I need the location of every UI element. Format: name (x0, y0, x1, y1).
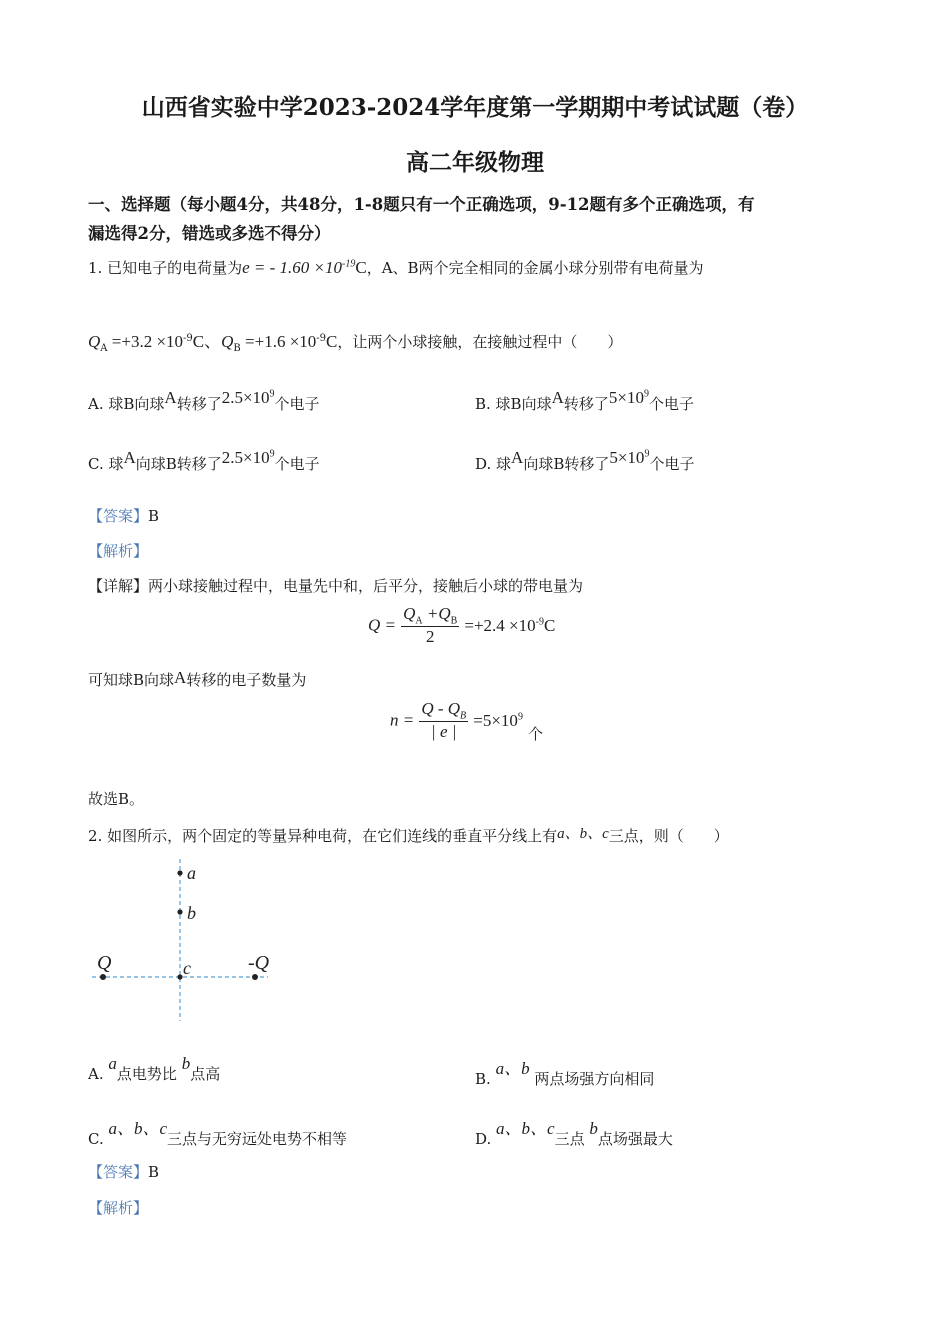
q2-stem-text: 2. 如图所示，两个固定的等量异种电荷，在它们连线的垂直平分线上有 (88, 827, 558, 845)
equation-electron-number (390, 699, 543, 744)
q1-stem-line2 (88, 327, 622, 354)
opt-text: 转移了 (563, 395, 609, 413)
q2-answer (88, 1161, 159, 1182)
q2-option-a (88, 1054, 220, 1084)
opt-var: A (164, 388, 177, 407)
e-unit: C (355, 258, 367, 277)
eq1-num-sub2: B (450, 615, 458, 627)
q1-option-b (475, 388, 694, 414)
opt-label: B. (475, 1070, 491, 1088)
eq2-exp: 9 (517, 711, 523, 723)
opt-text: 转移了 (176, 395, 222, 413)
line2-var: A (174, 668, 187, 687)
q1-detail (88, 575, 583, 596)
eq1-rhs: =+2.4 ×10 (464, 615, 536, 635)
opt-end: 点场强最大 (597, 1130, 673, 1148)
opt-num: 2.5×10 (221, 448, 270, 467)
q2-option-d (475, 1114, 673, 1149)
eq1-num-q: Q (403, 604, 416, 623)
answer-value: B (148, 1163, 160, 1181)
opt-label: B. 球B向球 (475, 395, 552, 413)
point-c (177, 974, 182, 979)
positive-charge (100, 974, 106, 980)
opt-label: A. (88, 1065, 104, 1083)
qb-exp: -9 (316, 333, 327, 344)
eq2-fraction (419, 699, 468, 742)
opt-label: C. (88, 1130, 104, 1148)
opt-var: A (551, 388, 564, 407)
q2-points: a、b、c (557, 826, 609, 842)
negative-charge (252, 974, 258, 980)
eq1-num-plus: +Q (422, 604, 451, 623)
eq1-lhs: Q = (368, 615, 396, 635)
opt-var-b: b (589, 1119, 598, 1138)
eq2-unit: 个 (528, 725, 544, 744)
q1-option-d (475, 448, 694, 474)
q2-analysis-tag: 【解析】 (88, 1199, 149, 1217)
opt-label: D. 球 (475, 455, 512, 473)
opt-text: 向球B转移了 (523, 455, 610, 473)
opt-label: C. 球 (88, 455, 124, 473)
eq1-exp: -9 (535, 616, 544, 628)
q1-transfer-line (88, 668, 306, 690)
section-heading-line2: 漏选得2分，错选或多选不得分） (88, 224, 331, 243)
label-b: b (187, 903, 196, 923)
opt-exp: 9 (269, 448, 275, 460)
point-b (177, 909, 182, 914)
e-exponent: -19 (342, 258, 356, 270)
eq1-unit: C (543, 615, 556, 635)
q1-stem-text-b: ，A、B两个完全相同的金属小球分别带有电荷量为 (366, 259, 704, 277)
opt-vars: a、b、c (496, 1119, 555, 1138)
qa-sub: A (100, 343, 108, 354)
eq1-fraction (401, 604, 459, 647)
detail-text: 两小球接触过程中，电量先中和，后平分，接触后小球的带电量为 (148, 577, 584, 595)
qa-value: =+3.2 ×10 (107, 332, 184, 351)
eq2-rhs: =5×10 (473, 710, 518, 730)
answer-tag: 【答案】 (88, 507, 149, 525)
opt-exp: 9 (643, 388, 649, 400)
page-subtitle: 高二年级物理 (406, 149, 544, 176)
eq2-den: | e | (431, 722, 457, 742)
label-c: c (183, 958, 191, 978)
answer-value: B (148, 507, 160, 525)
opt-end: 个电子 (274, 455, 320, 473)
q1-electron-charge (242, 258, 355, 277)
opt-text: 向球B转移了 (135, 455, 222, 473)
opt-label: D. (475, 1130, 492, 1148)
q1-stem-text-c: ，让两个小球接触，在接触过程中（ ） (337, 333, 623, 351)
qb-value: =+1.6 ×10 (240, 332, 317, 351)
eq2-num: Q - Q (421, 699, 461, 718)
opt-vars: a、b、c (108, 1119, 168, 1138)
q1-stem-text: 1. 已知电子的电荷量为 (88, 259, 243, 277)
line2-post: 转移的电子数量为 (186, 671, 307, 689)
opt-exp: 9 (644, 448, 650, 460)
label-a: a (187, 863, 196, 883)
eq1-den: 2 (425, 627, 435, 647)
qa-unit: C、 (192, 332, 222, 351)
qb-sub: B (233, 343, 241, 354)
label-neg-q: -Q (248, 952, 270, 974)
q2-stem (88, 822, 729, 846)
opt-var: A (511, 448, 524, 467)
opt-num: 5×10 (608, 388, 644, 407)
opt-end: 个电子 (648, 395, 694, 413)
opt-end: 三点与无穷远处电势不相等 (167, 1130, 348, 1148)
q1-option-a (88, 388, 320, 414)
opt-text: 三点 (554, 1130, 585, 1148)
line2-pre: 可知球B向球 (88, 671, 175, 689)
q1-conclusion: 故选B。 (88, 790, 145, 808)
qb-unit: C (326, 332, 338, 351)
opt-num: 5×10 (609, 448, 645, 467)
q1-answer (88, 505, 159, 526)
opt-var: A (123, 448, 136, 467)
q2-option-c (88, 1114, 347, 1149)
page-title: 山西省实验中学2023-2024学年度第一学期期中考试试题（卷） (141, 94, 809, 121)
detail-tag: 【详解】 (88, 577, 149, 595)
qa-exp: -9 (183, 333, 193, 344)
qb-symbol: Q (221, 332, 234, 351)
label-q: Q (97, 952, 112, 974)
opt-var-a: a (108, 1054, 117, 1073)
opt-text: 点电势比 (116, 1065, 177, 1083)
section-heading-line1: 一、选择题（每小题4分，共48分，1-8题只有一个正确选项，9-12题有多个正确选项，有 (88, 195, 755, 214)
qa-symbol: Q (88, 332, 101, 351)
e-value: e = - 1.60 ×10 (242, 258, 342, 277)
q1-analysis-tag: 【解析】 (88, 542, 149, 560)
equation-charge-after-contact (368, 604, 555, 647)
answer-tag: 【答案】 (88, 1163, 149, 1181)
opt-end: 个电子 (649, 455, 695, 473)
eq2-lhs: n = (390, 710, 415, 730)
opt-var-b: b (181, 1054, 191, 1073)
q2-stem-end: 三点，则（ ） (608, 827, 729, 845)
opt-exp: 9 (269, 388, 275, 400)
opt-vars: a、b (495, 1059, 530, 1078)
q1-option-c (88, 448, 320, 474)
opt-label: A. 球B向球 (88, 395, 165, 413)
opt-end: 点高 (190, 1065, 221, 1083)
opt-end: 两点场强方向相同 (534, 1070, 655, 1088)
q2-charge-figure (88, 855, 288, 1025)
q1-stem-line1 (88, 257, 704, 278)
eq2-num-sub: B (460, 710, 467, 722)
opt-num: 2.5×10 (221, 388, 270, 407)
eq1-num-sub1: A (415, 615, 423, 627)
point-a (177, 870, 182, 875)
q2-option-b (475, 1054, 654, 1089)
opt-end: 个电子 (274, 395, 320, 413)
